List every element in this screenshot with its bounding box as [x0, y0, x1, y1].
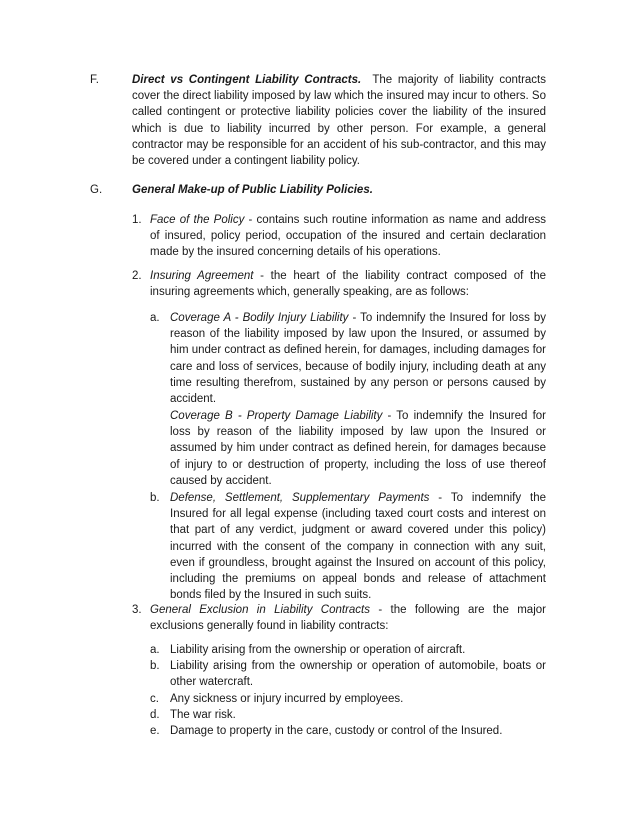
- exclusion-d-letter: d.: [150, 708, 160, 721]
- exclusion-a-text: Liability arising from the ownership or operation of aircraft.: [170, 644, 466, 656]
- sub-item-a-body: [170, 310, 546, 407]
- coverage-a-title: Coverage A - Bodily Injury Liability: [170, 312, 349, 324]
- item-3-body: [150, 602, 546, 634]
- exclusion-b-text: Liability arising from the ownership or operation of automobile, boats or other watercraft.: [170, 660, 546, 689]
- exclusion-e-letter: e.: [150, 725, 160, 738]
- list-item: [150, 642, 546, 658]
- section-f-letter: F.: [90, 74, 99, 86]
- list-item: [150, 723, 546, 739]
- item-1-title: Face of the Policy: [150, 214, 245, 226]
- section-g: [90, 182, 546, 198]
- exclusions-list: [150, 642, 546, 739]
- section-f-heading: Direct vs Contingent Liability Contracts.: [132, 74, 362, 86]
- list-item: [150, 658, 546, 690]
- sub-item-b-letter: b.: [150, 492, 160, 504]
- coverage-b-text: - To indemnify the Insured for loss by reason of the liability imposed by law upon the Insured or assumed by him under contract as defined herein, for damages because of injury to or destruction of property, including the loss of use thereof caused by accident.: [170, 410, 546, 487]
- item-1: [132, 212, 546, 261]
- sub-item-a-letter: a.: [150, 312, 160, 324]
- sub-item-a: [150, 310, 546, 407]
- item-3-number: 3.: [132, 604, 142, 616]
- coverage-a-text: - To indemnify the Insured for loss by reason of the liability imposed by law upon the Insured, or assumed by him under contract as defined herein, for damages, including damages for care and loss of services, because of bodily injury, including death at any time resulting therefrom, sustained by any person or persons caused by accident.: [170, 312, 546, 406]
- defense-title: Defense, Settlement, Supplementary Payments: [170, 492, 430, 504]
- item-3-text: - the following are the major exclusions generally found in liability contracts:: [150, 604, 546, 633]
- sub-item-b: [150, 490, 546, 603]
- defense-text: - To indemnify the Insured for all legal expense (including taxed court costs and interest on that part of any verdict, judgment or award covered under this policy) incurred with the consent of the company in connection with any suit, even if groundless, brought against the Insured on account of this policy, including the premiums on appeal bonds and release of attachment bonds filed by the Insured in such suits.: [170, 492, 546, 602]
- item-2-number: 2.: [132, 270, 142, 282]
- exclusion-d-text: The war risk.: [170, 708, 236, 721]
- exclusion-e-text: Damage to property in the care, custody or control of the Insured.: [170, 725, 503, 738]
- list-item: [150, 707, 546, 723]
- item-2: [132, 268, 546, 300]
- list-item: [150, 691, 546, 707]
- section-g-letter: G.: [90, 184, 103, 196]
- item-2-text: - the heart of the liability contract composed of the insuring agreements which, generally speaking, are as follows:: [150, 270, 546, 299]
- exclusion-b-letter: b.: [150, 660, 160, 673]
- coverage-b-body: [170, 408, 546, 489]
- section-f-text: The majority of liability contracts cover the direct liability imposed by law which the insured may incur to others. So called contingent or protective liability policies cover the liability of the insured which is due to liability incurred by other person. For example, a general contractor may be responsible for an accident of his sub-contractor, and this may be covered under a contingent liability policy.: [132, 74, 546, 168]
- item-1-text: - contains such routine information as name and address of insured, policy period, occupation of the insured and certain declaration made by the insured concerning details of his operations.: [150, 214, 546, 259]
- section-g-heading-wrap: [132, 182, 546, 198]
- exclusion-a-letter: a.: [150, 644, 160, 656]
- item-3-title: General Exclusion in Liability Contracts: [150, 604, 371, 616]
- section-g-heading: General Make-up of Public Liability Policies.: [132, 184, 373, 196]
- sub-item-a-coverage-b: [150, 408, 546, 489]
- item-1-body: [150, 212, 546, 261]
- sub-item-b-body: [170, 490, 546, 603]
- item-2-title: Insuring Agreement: [150, 270, 254, 282]
- item-3: [132, 602, 546, 634]
- item-1-number: 1.: [132, 214, 142, 226]
- exclusion-c-letter: c.: [150, 692, 159, 705]
- section-f-body: [132, 72, 546, 169]
- coverage-b-title: Coverage B - Property Damage Liability: [170, 410, 383, 422]
- exclusion-c-text: Any sickness or injury incurred by employees.: [170, 692, 404, 705]
- section-f: [90, 72, 546, 169]
- item-2-body: [150, 268, 546, 300]
